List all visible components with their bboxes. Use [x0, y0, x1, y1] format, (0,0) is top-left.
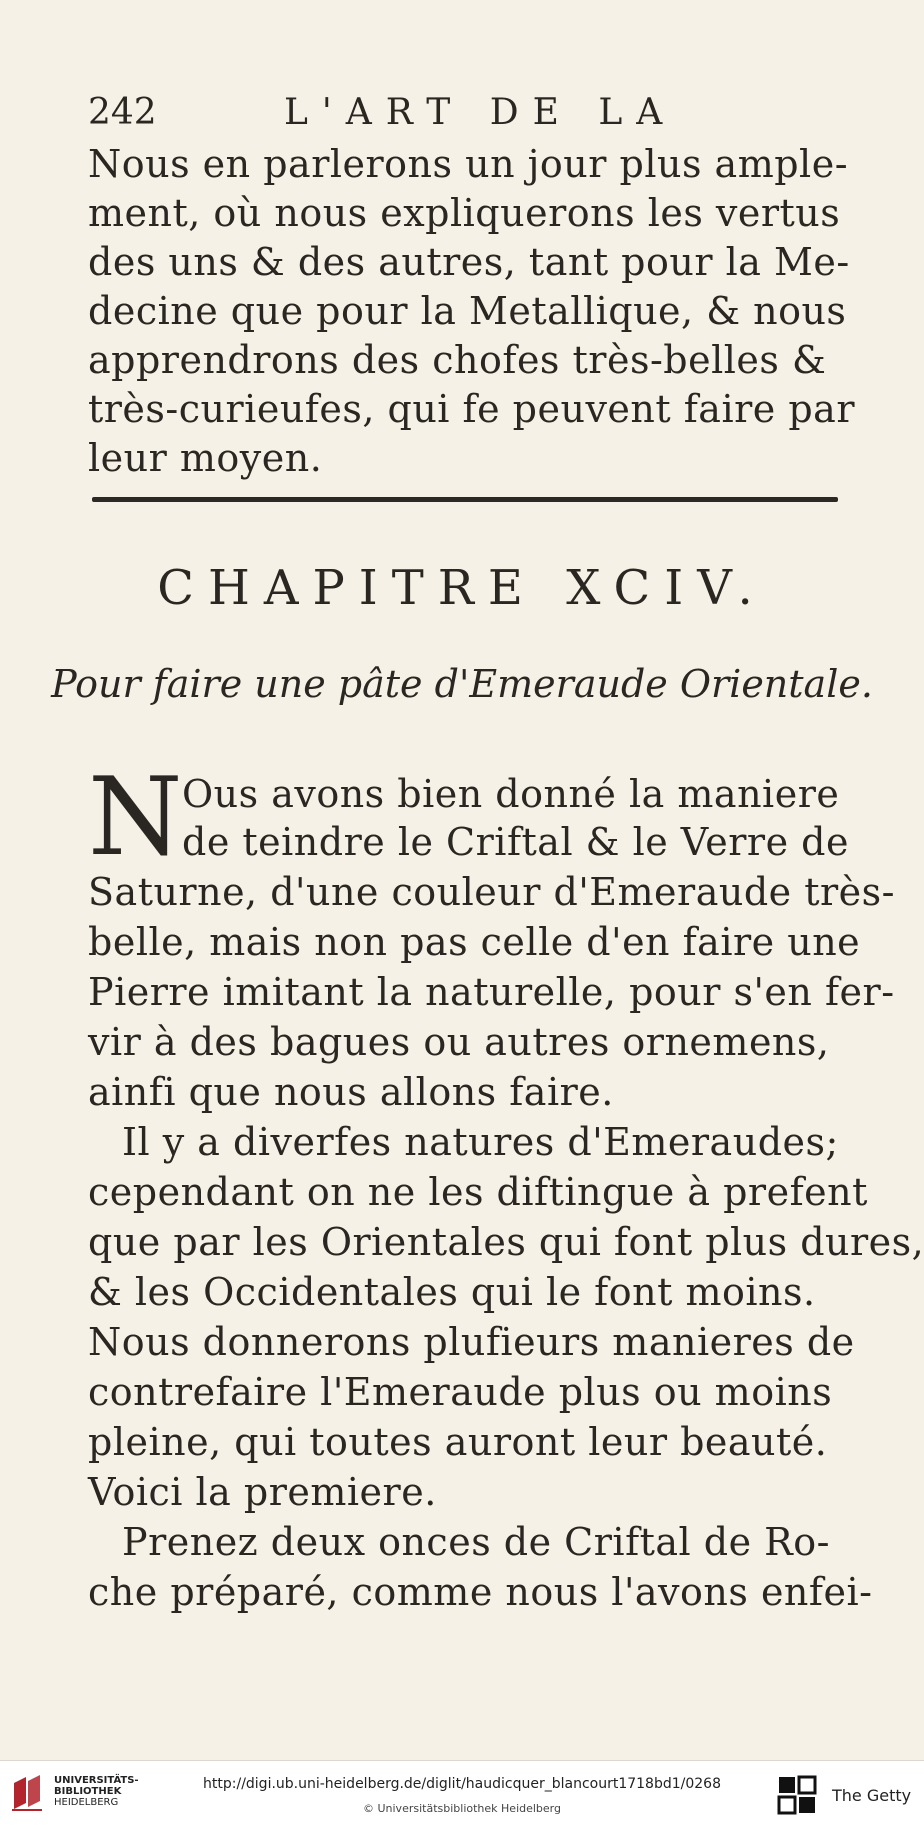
text-line: des uns & des autres, tant pour la Me- [88, 240, 850, 284]
permalink-url[interactable]: http://digi.ub.uni-heidelberg.de/diglit/haudicquer_blancourt1718bd1/0268 [203, 1776, 721, 1792]
text-line: que par les Orientales qui font plus dures, [88, 1220, 924, 1264]
text-line: très-curieufes, qui fe peuvent faire par [88, 387, 855, 431]
text-line: cependant on ne les diftingue à prefent [88, 1170, 868, 1214]
chapter-heading: CHAPITRE XCIV. [157, 560, 767, 616]
text-line: vir à des bagues ou autres ornemens, [88, 1020, 830, 1064]
text-line: Pierre imitant la naturelle, pour s'en fer- [88, 970, 895, 1014]
running-head [88, 88, 788, 138]
library-name-line: BIBLIOTHEK [54, 1786, 122, 1797]
text-line: de teindre le Criftal & le Verre de [182, 820, 849, 864]
viewer-footer [0, 1760, 924, 1830]
text-line: decine que pour la Metallique, & nous [88, 289, 847, 333]
text-line: pleine, qui toutes auront leur beauté. [88, 1420, 828, 1464]
text-line: Ous avons bien donné la maniere [182, 772, 840, 816]
copyright-notice: © Universitätsbibliothek Heidelberg [362, 1802, 561, 1815]
text-line: & les Occidentales qui le font moins. [88, 1270, 816, 1314]
getty-logo-icon [777, 1775, 817, 1815]
running-title: L'ART DE LA [284, 92, 677, 133]
partner-name: The Getty [832, 1786, 912, 1805]
library-name-line: HEIDELBERG [54, 1797, 119, 1808]
text-line: Nous en parlerons un jour plus ample- [88, 142, 849, 186]
text-line: Nous donnerons plufieurs manieres de [88, 1320, 855, 1364]
chapter-subtitle: Pour faire une pâte d'Emeraude Orientale. [51, 662, 873, 706]
text-line: Il y a diverfes natures d'Emeraudes; [122, 1120, 839, 1164]
text-line: belle, mais non pas celle d'en faire une [88, 920, 861, 964]
page-number: 242 [88, 92, 157, 133]
library-name-line: UNIVERSITÄTS- [54, 1775, 139, 1786]
text-line: che préparé, comme nous l'avons enfei- [88, 1570, 873, 1614]
text-line: Saturne, d'une couleur d'Emeraude très- [88, 870, 895, 914]
text-line: ment, où nous expliquerons les vertus [88, 191, 841, 235]
section-divider [92, 497, 838, 502]
text-line: ainfi que nous allons faire. [88, 1070, 614, 1114]
drop-cap: N [88, 755, 183, 880]
text-line: leur moyen. [88, 436, 323, 480]
text-line: Voici la premiere. [88, 1470, 437, 1514]
text-line: apprendrons des chofes très-belles & [88, 338, 827, 382]
text-line: contrefaire l'Emeraude plus ou moins [88, 1370, 833, 1414]
text-line: Prenez deux onces de Criftal de Ro- [122, 1520, 831, 1564]
